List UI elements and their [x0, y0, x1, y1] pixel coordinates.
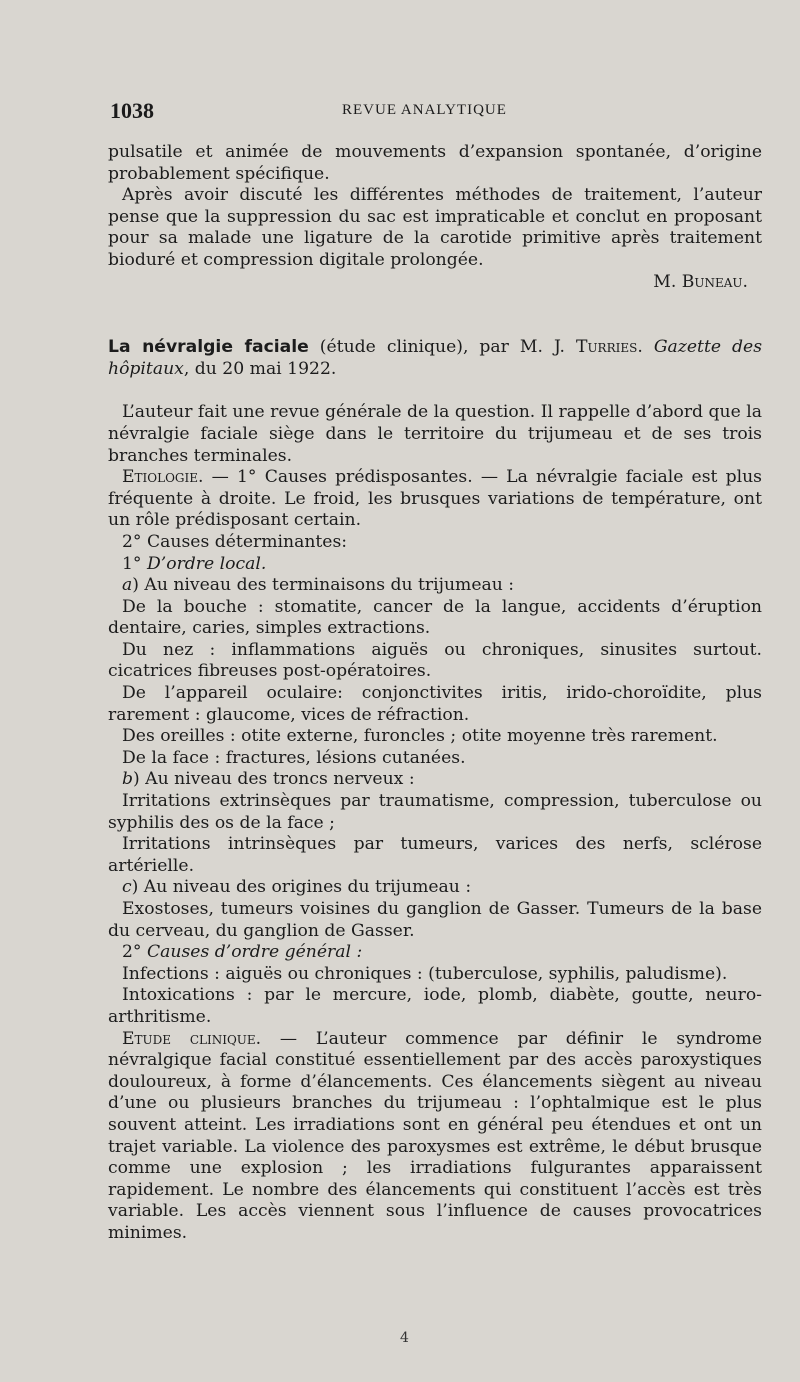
- paragraph-treatment: Après avoir discuté les différentes méthodes de traitement, l’auteur pense que la suppression du sac est impraticable et conclut en proposant pour sa malade une ligature de la carotide primitive après traitement bioduré et compression digitale prolongée.: [108, 185, 762, 270]
- article-title: La névralgie faciale: [108, 337, 309, 358]
- cause-extrinseques: Irritations extrinsèques par traumatisme, compression, tuberculose ou syphilis des os de la face ;: [108, 791, 762, 833]
- article-journal: Gazette des hôpitaux: [108, 337, 763, 379]
- running-head: REVUE ANALYTIQUE: [342, 102, 507, 118]
- order-general-num: 2°: [122, 942, 147, 963]
- item-a: [108, 575, 762, 597]
- signature-buneau: M. Buneau.: [653, 271, 748, 292]
- cause-oreilles: Des oreilles : otite externe, furoncles ; otite moyenne très rarement.: [122, 726, 718, 747]
- paragraph-intro: L’auteur fait une revue générale de la question. Il rappelle d’abord que la névralgie faciale siège dans le territoire du trijumeau et de ses trois branches terminales.: [108, 402, 762, 466]
- clinical-text: — L’auteur commence par définir le syndrome névralgique facial constitué essentiellement par des accès paroxystiques douloureux, à forme d’élancements. Ces élancements siègent au niveau d’une ou plusieurs branches du trijumeau : l’ophtalmique est le plus souvent atteint. Les irradiations sont en général peu étendues et ont un trajet variable. La violence des paroxysmes est extrême, le début brusque comme une explosion ; les irradiations fulgurantes apparaissent rapidement. Le nombre des élancements qui constituent l’accès est très variable. Les accès viennent sous l’influence de causes provocatrices minimes.: [108, 1028, 762, 1243]
- order-general-label: Causes d’ordre général :: [147, 942, 363, 963]
- etiology-label: Etiologie.: [122, 467, 204, 488]
- article-sep: .: [637, 337, 654, 358]
- causes-determinantes: 2° Causes déterminantes:: [122, 531, 348, 552]
- item-c-letter: c: [122, 877, 132, 898]
- cause-exostoses: Exostoses, tumeurs voisines du ganglion de Gasser. Tumeurs de la base du cerveau, du ganglion de Gasser.: [108, 899, 762, 941]
- paragraph-etiology: [108, 467, 762, 532]
- article-author: Turries: [575, 337, 638, 358]
- article-date: , du 20 mai 1922.: [183, 358, 337, 379]
- etiology-text: — 1° Causes prédisposantes. — La névralgie faciale est plus fréquente à droite. Le froid, les brusques variations de température, ont un rôle prédisposant certain.: [108, 467, 762, 531]
- cause-face: De la face : fractures, lésions cutanées.: [122, 747, 466, 768]
- item-b: [108, 769, 762, 791]
- page-header: [110, 98, 760, 128]
- cause-nez: Du nez : inflammations aiguës ou chroniques, sinusites surtout. cicatrices fibreuses post-opératoires.: [108, 639, 762, 682]
- item-c: [108, 877, 762, 899]
- item-c-text: ) Au niveau des origines du trijumeau :: [131, 877, 472, 898]
- page-number: 1038: [110, 98, 154, 123]
- item-b-text: ) Au niveau des troncs nerveux :: [133, 769, 415, 790]
- paragraph-clinical: [108, 1029, 762, 1245]
- cause-intoxications: Intoxications : par le mercure, iode, plomb, diabète, goutte, neuro-arthritisme.: [108, 985, 762, 1027]
- text-column: [108, 142, 762, 1245]
- paragraph-continuation: pulsatile et animée de mouvements d’expansion spontanée, d’origine probablement spécifique.: [108, 142, 762, 184]
- order-local-label: D’ordre local.: [147, 553, 267, 574]
- signature-mark: 4: [400, 1330, 409, 1346]
- cause-infections: Infections : aiguës ou chroniques : (tuberculose, syphilis, paludisme).: [122, 963, 728, 984]
- article-heading: [108, 337, 762, 380]
- order-local: [108, 554, 762, 576]
- article-byline: (étude clinique), par M. J.: [308, 337, 576, 358]
- item-a-text: ) Au niveau des terminaisons du trijumeau :: [132, 575, 515, 596]
- order-local-num: 1°: [122, 553, 147, 574]
- item-a-letter: a: [122, 575, 133, 596]
- order-general: [108, 942, 762, 964]
- cause-bouche: De la bouche : stomatite, cancer de la langue, accidents d’éruption dentaire, caries, simples extractions.: [108, 596, 762, 639]
- cause-oeil: De l’appareil oculaire: conjonctivites iritis, irido-choroïdite, plus rarement : glaucome, vices de réfraction.: [108, 683, 762, 725]
- clinical-label: Etude clinique.: [122, 1028, 262, 1049]
- cause-intrinseques: Irritations intrinsèques par tumeurs, varices des nerfs, sclérose artérielle.: [108, 834, 762, 876]
- item-b-letter: b: [122, 769, 134, 790]
